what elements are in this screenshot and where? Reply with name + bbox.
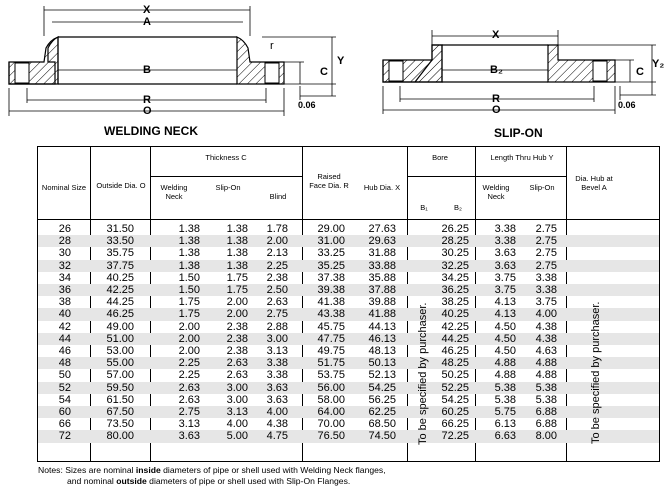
cell-thickness-blind: 3.38	[266, 357, 288, 370]
cell-nominal-size: 36	[58, 284, 71, 296]
cell-length-so: 2.75	[535, 235, 557, 248]
cell-hub-dia: 56.25	[368, 393, 396, 406]
cell-thickness-blind: 4.75	[266, 430, 288, 443]
cell-hub-dia: 48.13	[368, 345, 396, 357]
table-row	[38, 284, 659, 296]
table-row	[38, 247, 659, 259]
cell-outside-dia: 37.75	[106, 259, 134, 272]
cell-bore-b2: 26.25	[441, 223, 469, 235]
cell-nominal-size: 52	[58, 381, 71, 394]
cell-outside-dia: 53.00	[106, 345, 134, 357]
cell-thickness-so: 5.00	[226, 430, 248, 443]
cell-hub-dia: 39.88	[368, 296, 396, 309]
cell-thickness-so: 1.38	[226, 259, 248, 272]
cell-nominal-size: 66	[58, 418, 71, 431]
cell-outside-dia: 44.25	[106, 296, 134, 309]
cell-bore-b2: 72.25	[441, 430, 469, 443]
table-row	[38, 321, 659, 333]
cell-raised-face-dia: 53.75	[317, 369, 345, 382]
cell-outside-dia: 73.50	[106, 418, 134, 431]
cell-length-wn: 3.75	[494, 284, 516, 296]
cell-bore-b2: 34.25	[441, 271, 469, 284]
cell-hub-dia: 29.63	[368, 235, 396, 248]
cell-length-wn: 4.13	[494, 296, 516, 309]
cell-bore-b2: 44.25	[441, 332, 469, 345]
table-row	[38, 357, 659, 369]
cell-length-so: 5.38	[535, 393, 557, 406]
cell-thickness-wn: 1.50	[178, 271, 200, 284]
cell-hub-dia: 46.13	[368, 332, 396, 345]
cell-thickness-wn: 1.50	[178, 284, 200, 296]
cell-raised-face-dia: 41.38	[317, 296, 345, 309]
cell-nominal-size: 32	[58, 259, 71, 272]
wn-label-c: C	[320, 66, 328, 78]
hdr-length-wn: Welding Neck	[482, 183, 510, 201]
welding-neck-drawing	[9, 6, 336, 116]
so-label-x: X	[492, 29, 500, 41]
cell-raised-face-dia: 56.00	[317, 381, 345, 394]
hdr-length-thru-hub: Length Thru Hub Y	[490, 153, 554, 162]
cell-length-wn: 3.38	[494, 235, 516, 248]
cell-thickness-so: 3.00	[226, 393, 248, 406]
so-label-o: O	[492, 104, 501, 116]
cell-raised-face-dia: 64.00	[317, 406, 345, 418]
cell-raised-face-dia: 33.25	[317, 247, 345, 260]
cell-outside-dia: 57.00	[106, 369, 134, 382]
welding-neck-title: WELDING NECK	[104, 124, 198, 138]
cell-raised-face-dia: 29.00	[317, 223, 345, 235]
cell-thickness-blind: 2.88	[266, 320, 288, 333]
cell-thickness-wn: 1.75	[178, 296, 200, 309]
cell-bore-b2: 40.25	[441, 308, 469, 321]
cell-length-so: 4.88	[535, 357, 557, 370]
table-row	[38, 394, 659, 406]
table-row	[38, 430, 659, 442]
cell-nominal-size: 34	[58, 271, 71, 284]
cell-thickness-so: 2.00	[226, 296, 248, 309]
cell-length-wn: 4.50	[494, 332, 516, 345]
cell-outside-dia: 40.25	[106, 271, 134, 284]
cell-bore-b2: 50.25	[441, 369, 469, 382]
cell-thickness-so: 2.63	[226, 357, 248, 370]
cell-length-so: 6.88	[535, 406, 557, 418]
cell-length-so: 3.38	[535, 271, 557, 284]
cell-bore-b2: 54.25	[441, 393, 469, 406]
cell-nominal-size: 60	[58, 406, 71, 418]
cell-nominal-size: 72	[58, 430, 71, 443]
cell-raised-face-dia: 45.75	[317, 320, 345, 333]
cell-length-wn: 4.88	[494, 369, 516, 382]
cell-outside-dia: 61.50	[106, 393, 134, 406]
hdr-raised-face: Raised Face Dia. R	[309, 172, 349, 190]
table-row	[38, 369, 659, 381]
cell-length-wn: 4.13	[494, 308, 516, 321]
cell-outside-dia: 49.00	[106, 320, 134, 333]
cell-thickness-so: 4.00	[226, 418, 248, 431]
cell-bore-b2: 30.25	[441, 247, 469, 260]
table-row	[38, 296, 659, 308]
cell-thickness-wn: 3.13	[178, 418, 200, 431]
cell-hub-dia: 62.25	[368, 406, 396, 418]
cell-thickness-blind: 2.38	[266, 271, 288, 284]
cell-hub-dia: 31.88	[368, 247, 396, 260]
wn-label-y: Y	[337, 55, 345, 67]
hdr-hub-at-bevel: Dia. Hub at Bevel A	[575, 174, 613, 192]
table-row	[38, 406, 659, 418]
cell-raised-face-dia: 70.00	[317, 418, 345, 431]
cell-outside-dia: 80.00	[106, 430, 134, 443]
cell-length-so: 4.88	[535, 369, 557, 382]
cell-thickness-wn: 2.00	[178, 345, 200, 357]
cell-raised-face-dia: 39.38	[317, 284, 345, 296]
cell-hub-dia: 52.13	[368, 369, 396, 382]
cell-outside-dia: 33.50	[106, 235, 134, 248]
cell-nominal-size: 44	[58, 332, 71, 345]
cell-length-so: 4.38	[535, 320, 557, 333]
table-row	[38, 382, 659, 394]
cell-nominal-size: 54	[58, 393, 71, 406]
cell-thickness-blind: 2.63	[266, 296, 288, 309]
table-row	[38, 418, 659, 430]
cell-length-wn: 3.75	[494, 271, 516, 284]
cell-outside-dia: 42.25	[106, 284, 134, 296]
cell-length-so: 4.38	[535, 332, 557, 345]
cell-length-wn: 4.88	[494, 357, 516, 370]
bore-b1-purchaser-note: To be specified by purchaser.	[417, 302, 429, 445]
cell-length-so: 5.38	[535, 381, 557, 394]
cell-outside-dia: 35.75	[106, 247, 134, 260]
cell-thickness-so: 3.00	[226, 381, 248, 394]
cell-hub-dia: 41.88	[368, 308, 396, 321]
cell-hub-dia: 54.25	[368, 381, 396, 394]
cell-nominal-size: 38	[58, 296, 71, 309]
so-label-r: R	[492, 93, 500, 105]
cell-thickness-so: 1.75	[226, 284, 248, 296]
cell-length-wn: 6.63	[494, 430, 516, 443]
cell-hub-dia: 74.50	[368, 430, 396, 443]
cell-length-so: 2.75	[535, 223, 557, 235]
hdr-length-so: Slip-On	[529, 183, 555, 192]
cell-thickness-blind: 4.38	[266, 418, 288, 431]
cell-thickness-blind: 3.38	[266, 369, 288, 382]
cell-outside-dia: 46.25	[106, 308, 134, 321]
wn-label-x: X	[143, 4, 151, 16]
cell-thickness-so: 1.38	[226, 247, 248, 260]
cell-bore-b2: 48.25	[441, 357, 469, 370]
cell-thickness-wn: 2.63	[178, 381, 200, 394]
cell-length-wn: 5.38	[494, 393, 516, 406]
cell-length-wn: 3.63	[494, 259, 516, 272]
cell-thickness-blind: 3.13	[266, 345, 288, 357]
flange-diagrams	[0, 0, 666, 146]
hdr-b2: B₂	[454, 203, 462, 212]
cell-thickness-wn: 1.75	[178, 308, 200, 321]
cell-bore-b2: 36.25	[441, 284, 469, 296]
hdr-thickness-so: Slip-On	[215, 183, 241, 192]
cell-thickness-wn: 2.25	[178, 357, 200, 370]
cell-outside-dia: 51.00	[106, 332, 134, 345]
so-label-y2: Y₂	[652, 58, 665, 70]
cell-nominal-size: 26	[58, 223, 71, 235]
table-row	[38, 308, 659, 320]
cell-bore-b2: 66.25	[441, 418, 469, 431]
cell-thickness-so: 1.38	[226, 235, 248, 248]
cell-bore-b2: 52.25	[441, 381, 469, 394]
cell-nominal-size: 46	[58, 345, 71, 357]
cell-bore-b2: 60.25	[441, 406, 469, 418]
cell-raised-face-dia: 47.75	[317, 332, 345, 345]
cell-hub-dia: 50.13	[368, 357, 396, 370]
cell-raised-face-dia: 49.75	[317, 345, 345, 357]
cell-outside-dia: 31.50	[106, 223, 134, 235]
cell-length-so: 8.00	[535, 430, 557, 443]
hdr-nominal-size: Nominal Size	[41, 183, 87, 192]
cell-nominal-size: 28	[58, 235, 71, 248]
cell-hub-dia: 27.63	[368, 223, 396, 235]
cell-thickness-wn: 3.63	[178, 430, 200, 443]
cell-thickness-so: 2.63	[226, 369, 248, 382]
cell-length-wn: 4.50	[494, 345, 516, 357]
wn-label-a: A	[143, 16, 151, 28]
cell-length-wn: 5.38	[494, 381, 516, 394]
table-row	[38, 235, 659, 247]
wn-label-offset: 0.06	[298, 100, 316, 110]
cell-raised-face-dia: 58.00	[317, 393, 345, 406]
cell-thickness-blind: 2.75	[266, 308, 288, 321]
cell-hub-dia: 44.13	[368, 320, 396, 333]
cell-length-so: 2.75	[535, 247, 557, 260]
hdr-b1: B₁	[420, 203, 428, 212]
cell-raised-face-dia: 51.75	[317, 357, 345, 370]
cell-length-wn: 3.38	[494, 223, 516, 235]
cell-thickness-wn: 1.38	[178, 259, 200, 272]
cell-outside-dia: 59.50	[106, 381, 134, 394]
table-row	[38, 223, 659, 235]
cell-bore-b2: 46.25	[441, 345, 469, 357]
cell-raised-face-dia: 35.25	[317, 259, 345, 272]
table-row	[38, 333, 659, 345]
cell-thickness-so: 2.00	[226, 308, 248, 321]
so-label-b2: B₂	[490, 64, 503, 76]
slip-on-title: SLIP-ON	[494, 126, 543, 140]
cell-bore-b2: 28.25	[441, 235, 469, 248]
wn-label-r-small: r	[270, 40, 274, 52]
cell-raised-face-dia: 76.50	[317, 430, 345, 443]
hdr-thickness-wn: Welding Neck	[160, 183, 188, 201]
cell-thickness-blind: 3.63	[266, 393, 288, 406]
cell-nominal-size: 42	[58, 320, 71, 333]
cell-nominal-size: 48	[58, 357, 71, 370]
hdr-hub-dia: Hub Dia. X	[363, 183, 401, 192]
cell-thickness-so: 1.38	[226, 223, 248, 235]
cell-hub-dia: 35.88	[368, 271, 396, 284]
cell-length-wn: 4.50	[494, 320, 516, 333]
cell-outside-dia: 55.00	[106, 357, 134, 370]
cell-thickness-so: 1.75	[226, 271, 248, 284]
hdr-thickness: Thickness C	[205, 153, 247, 162]
cell-thickness-wn: 2.25	[178, 369, 200, 382]
cell-length-wn: 3.63	[494, 247, 516, 260]
cell-length-so: 3.75	[535, 296, 557, 309]
cell-thickness-blind: 2.13	[266, 247, 288, 260]
cell-nominal-size: 30	[58, 247, 71, 260]
cell-thickness-so: 2.38	[226, 345, 248, 357]
cell-length-so: 4.63	[535, 345, 557, 357]
cell-length-wn: 6.13	[494, 418, 516, 431]
cell-raised-face-dia: 43.38	[317, 308, 345, 321]
table-row	[38, 260, 659, 272]
slip-on-drawing	[383, 30, 656, 114]
cell-thickness-wn: 1.38	[178, 247, 200, 260]
cell-hub-dia: 68.50	[368, 418, 396, 431]
so-label-c: C	[636, 66, 644, 78]
cell-thickness-blind: 4.00	[266, 406, 288, 418]
cell-raised-face-dia: 31.00	[317, 235, 345, 248]
cell-thickness-blind: 1.78	[266, 223, 288, 235]
cell-outside-dia: 67.50	[106, 406, 134, 418]
so-label-offset: 0.06	[618, 100, 636, 110]
hdr-thickness-blind: Blind	[269, 192, 287, 201]
cell-hub-dia: 33.88	[368, 259, 396, 272]
cell-length-so: 6.88	[535, 418, 557, 431]
cell-bore-b2: 32.25	[441, 259, 469, 272]
hdr-outside-dia: Outside Dia. O	[96, 181, 146, 190]
cell-thickness-wn: 1.38	[178, 235, 200, 248]
footnote-line-1: Notes: Sizes are nominal inside diameters of pipe or shell used with Welding Neck flanges,	[38, 465, 386, 475]
table-row	[38, 272, 659, 284]
cell-raised-face-dia: 37.38	[317, 271, 345, 284]
cell-length-so: 2.75	[535, 259, 557, 272]
bevel-purchaser-note: To be specified by purchaser.	[590, 301, 602, 444]
cell-thickness-blind: 2.00	[266, 235, 288, 248]
cell-thickness-wn: 2.00	[178, 320, 200, 333]
cell-length-so: 4.00	[535, 308, 557, 321]
cell-thickness-blind: 2.25	[266, 259, 288, 272]
cell-bore-b2: 42.25	[441, 320, 469, 333]
footnotes	[38, 465, 386, 487]
cell-thickness-blind: 2.50	[266, 284, 288, 296]
cell-thickness-wn: 2.00	[178, 332, 200, 345]
cell-nominal-size: 50	[58, 369, 71, 382]
cell-thickness-blind: 3.63	[266, 381, 288, 394]
wn-label-o: O	[143, 105, 152, 117]
cell-thickness-so: 2.38	[226, 332, 248, 345]
cell-thickness-wn: 2.63	[178, 393, 200, 406]
hdr-bore: Bore	[432, 153, 448, 162]
cell-thickness-blind: 3.00	[266, 332, 288, 345]
cell-thickness-so: 3.13	[226, 406, 248, 418]
cell-thickness-wn: 1.38	[178, 223, 200, 235]
footnote-line-2: and nominal outside diameters of pipe or shell used with Slip-On Flanges.	[67, 476, 351, 486]
table-row	[38, 345, 659, 357]
cell-thickness-wn: 2.75	[178, 406, 200, 418]
cell-length-so: 3.38	[535, 284, 557, 296]
cell-hub-dia: 37.88	[368, 284, 396, 296]
cell-thickness-so: 2.38	[226, 320, 248, 333]
cell-bore-b2: 38.25	[441, 296, 469, 309]
wn-label-r: R	[143, 94, 151, 106]
cell-nominal-size: 40	[58, 308, 71, 321]
cell-length-wn: 5.75	[494, 406, 516, 418]
wn-label-b: B	[143, 64, 151, 76]
